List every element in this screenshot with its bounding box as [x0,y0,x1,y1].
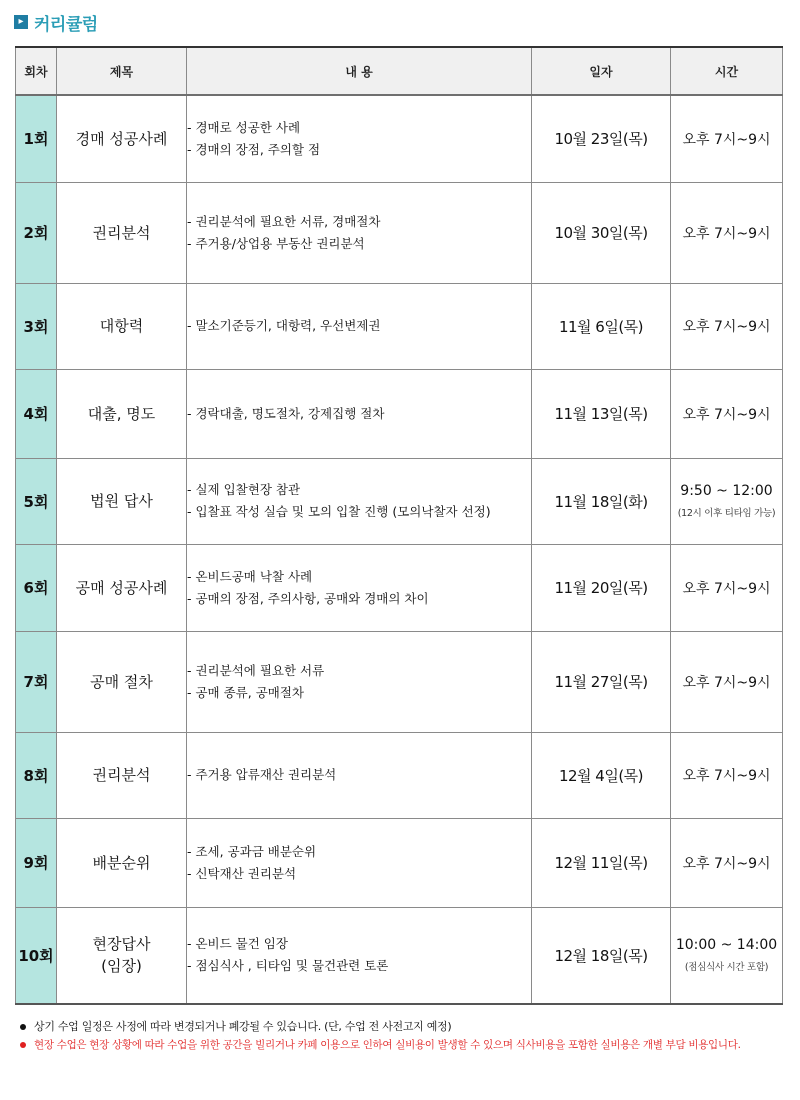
round-cell: 5회 [16,458,57,544]
date-cell: 11월 18일(화) [532,458,671,544]
time-text: 오후 7시~9시 [682,406,771,423]
time-note: (점심식사 시간 포함) [684,962,769,974]
table-row [16,818,783,907]
title-text: 법원 답사 [90,492,153,510]
time-text: 오후 7시~9시 [682,225,771,242]
table-row [16,369,783,458]
title-cell [57,732,187,818]
content-cell [187,631,532,732]
title-text: 권리분석 [92,223,151,242]
header-round: 회차 [16,47,57,95]
section-heading [14,11,98,33]
title-text: 권리분석 [92,766,151,784]
title-text: 대출, 명도 [87,404,156,423]
title-text: 경매 성공사례 [75,129,168,148]
table-row [16,631,783,732]
round-cell: 10회 [16,907,57,1004]
time-cell [671,544,783,631]
title-text: 대항력 [99,317,144,335]
content-line: - 온비드 물건 임장 [187,936,288,952]
content-cell [187,369,532,458]
content-line: - 공매 종류, 공매절차 [187,684,305,700]
time-text: 오후 7시~9시 [682,674,771,691]
content-cell [187,283,532,369]
table-row [16,95,783,182]
content-line: - 주거용/상업용 부동산 권리분석 [187,235,365,251]
content-line: - 온비드공매 낙찰 사례 [187,568,313,584]
time-text: 오후 7시~9시 [682,319,771,335]
date-cell: 11월 20일(목) [532,544,671,631]
round-cell: 4회 [16,369,57,458]
content-cell [187,732,532,818]
header-content: 내 용 [187,47,532,95]
title-cell [57,631,187,732]
round-cell: 7회 [16,631,57,732]
time-cell [671,283,783,369]
table-header-row [16,47,783,95]
time-cell [671,182,783,283]
time-text: 9:50 ~ 12:00 [680,483,773,499]
content-line: - 경락대출, 명도절차, 강제집행 절차 [187,405,385,421]
round-cell: 2회 [16,182,57,283]
date-cell: 12월 18일(목) [532,907,671,1004]
title-cell [57,182,187,283]
content-line: - 조세, 공과금 배분순위 [187,843,317,859]
title-cell [57,544,187,631]
bullet-icon [20,1042,26,1048]
date-cell: 12월 4일(목) [532,732,671,818]
section-title: 커리큘럼 [34,14,98,35]
date-cell: 12월 11일(목) [532,818,671,907]
content-line: - 신탁재산 권리분석 [187,865,297,881]
time-text: 오후 7시~9시 [682,855,771,872]
content-cell [187,818,532,907]
time-text: 오후 7시~9시 [682,768,771,784]
date-cell: 11월 6일(목) [532,283,671,369]
table-row [16,283,783,369]
date-cell: 10월 30일(목) [532,182,671,283]
content-line: - 경매의 장점, 주의할 점 [187,141,321,157]
content-line: - 실제 입찰현장 참관 [187,482,301,497]
content-line: - 주거용 압류재산 권리분석 [187,767,337,782]
title-cell [57,907,187,1004]
content-line: - 경매로 성공한 사례 [187,119,301,135]
date-cell: 11월 27일(목) [532,631,671,732]
title-text: 공매 성공사례 [75,578,168,597]
content-line: - 말소기준등기, 대항력, 우선변제권 [187,318,381,333]
title-text: 공매 절차 [90,672,153,691]
content-line: - 권리분석에 필요한 서류 [187,662,325,678]
time-text: 오후 7시~9시 [682,580,771,597]
note-text: 상기 수업 일정은 사정에 따라 변경되거나 폐강될 수 있습니다. (단, 수업 전 사전고지 예정) [34,1020,452,1033]
round-cell: 1회 [16,95,57,182]
content-line: - 입찰표 작성 실습 및 모의 입찰 진행 (모의낙찰자 선정) [187,504,491,519]
note-text: 현장 수업은 현장 상황에 따라 수업을 위한 공간을 빌리거나 카페 이용으로 인하여 실비용이 발생할 수 있으며 식사비용을 포함한 실비용은 개별 부담 비용입니다. [34,1039,741,1051]
content-line: - 공매의 장점, 주의사항, 공매와 경매의 차이 [187,590,429,606]
table-row [16,182,783,283]
content-cell [187,182,532,283]
title-cell [57,818,187,907]
time-cell [671,369,783,458]
title-cell [57,458,187,544]
round-cell: 6회 [16,544,57,631]
time-cell [671,631,783,732]
round-cell: 8회 [16,732,57,818]
content-cell [187,95,532,182]
content-line: - 권리분석에 필요한 서류, 경매절차 [187,213,381,229]
table-row [16,544,783,631]
content-line: - 점심식사 , 티타임 및 물건관련 토론 [187,958,389,974]
title-text: 현장답사 (임장) [92,935,151,976]
note-schedule-change [20,1018,790,1036]
table-row [16,907,783,1004]
table-row [16,458,783,544]
content-cell [187,544,532,631]
title-cell [57,283,187,369]
title-text: 배분순위 [92,853,151,872]
title-cell [57,369,187,458]
content-cell [187,907,532,1004]
time-text: 10:00 ~ 14:00 [675,937,778,954]
bullet-icon [20,1024,26,1030]
time-cell [671,95,783,182]
time-cell [671,458,783,544]
chevron-right-icon: ▸ [14,15,28,29]
header-time: 시간 [671,47,783,95]
content-cell [187,458,532,544]
date-cell: 11월 13일(목) [532,369,671,458]
note-field-class-cost [20,1036,790,1054]
time-cell [671,907,783,1004]
curriculum-table [15,46,783,1005]
title-cell [57,95,187,182]
time-cell [671,818,783,907]
time-text: 오후 7시~9시 [682,131,771,148]
time-cell [671,732,783,818]
round-cell: 9회 [16,818,57,907]
header-date: 일자 [532,47,671,95]
date-cell: 10월 23일(목) [532,95,671,182]
notes [20,1018,790,1054]
time-note: (12시 이후 티타임 가능) [677,508,776,519]
round-cell: 3회 [16,283,57,369]
table-row [16,732,783,818]
header-title: 제목 [57,47,187,95]
